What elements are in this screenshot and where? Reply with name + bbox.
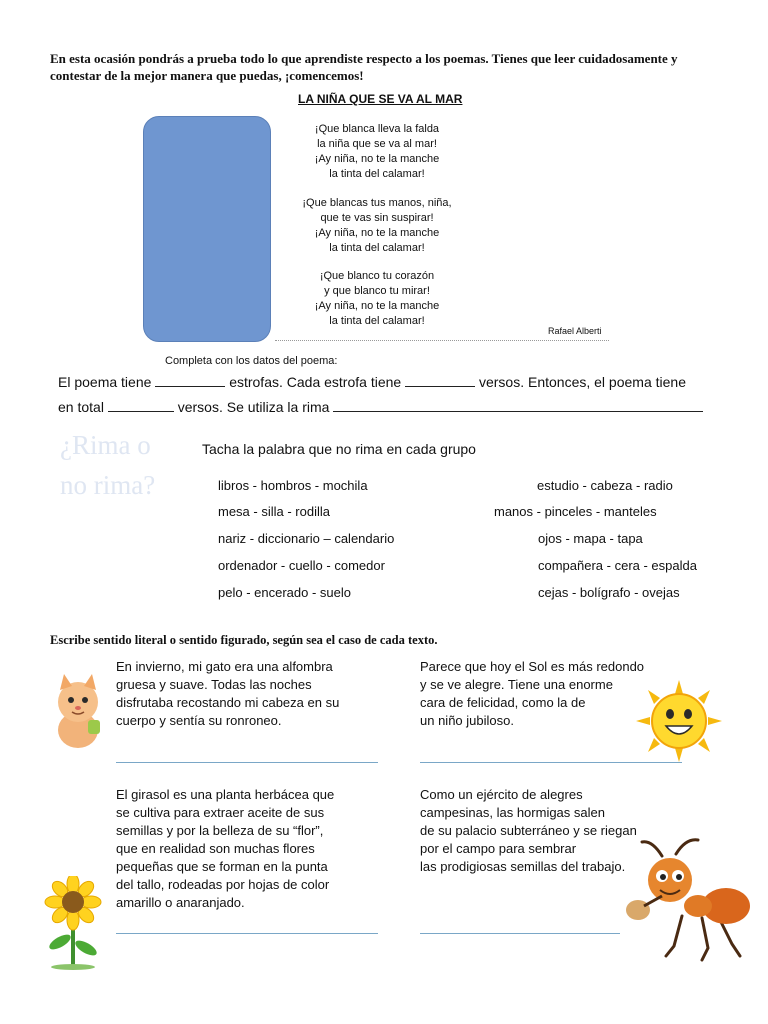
cat-illustration-icon	[48, 670, 108, 750]
poem-stanza-1	[272, 122, 482, 182]
answer-line[interactable]	[116, 933, 378, 934]
word-group[interactable]: manos - pinceles - manteles	[494, 504, 657, 519]
poem-verse: ¡Ay niña, no te la manche	[314, 153, 440, 165]
ant-illustration-icon	[622, 836, 752, 964]
blank-versos-por-estrofa[interactable]	[405, 374, 475, 387]
blank-rima[interactable]	[333, 399, 703, 412]
text-line: En invierno, mi gato era una alfombra	[116, 659, 333, 674]
fill-text: estrofas. Cada estrofa tiene	[229, 374, 402, 390]
text-girasol	[116, 786, 334, 912]
poem-stanza-2	[272, 196, 482, 256]
word-group[interactable]: estudio - cabeza - radio	[537, 478, 673, 493]
sunflower-illustration-icon	[40, 876, 106, 970]
text-line: y se ve alegre. Tiene una enorme	[420, 677, 613, 692]
fill-text: en total	[58, 399, 104, 415]
text-line: Como un ejército de alegres	[420, 787, 583, 802]
fill-text: versos. Se utiliza la rima	[177, 399, 330, 415]
poem-verse: la tinta del calamar!	[329, 315, 425, 327]
poem-verse: ¡Ay niña, no te la manche	[314, 227, 440, 239]
rima-heading	[60, 425, 155, 505]
word-group[interactable]: libros - hombros - mochila	[218, 478, 368, 493]
text-line: gruesa y suave. Todas las noches	[116, 677, 312, 692]
text-line: se cultiva para extraer aceite de sus	[116, 805, 325, 820]
sun-illustration-icon	[636, 680, 722, 762]
text-line: pequeñas que se forman en la punta	[116, 859, 328, 874]
poem-verse: ¡Que blanco tu corazón	[319, 270, 435, 282]
answer-line[interactable]	[420, 762, 682, 763]
text-line: El girasol es una planta herbácea que	[116, 787, 335, 802]
fill-text: versos. Entonces, el poema tiene	[478, 374, 686, 390]
poem-verse: ¡Ay niña, no te la manche	[314, 300, 440, 312]
poem-verse: que te vas sin suspirar!	[320, 212, 434, 224]
word-group[interactable]: compañera - cera - espalda	[538, 558, 697, 573]
text-line: cara de felicidad, como la de	[420, 695, 586, 710]
word-group[interactable]: pelo - encerado - suelo	[218, 585, 351, 600]
fill-row-2	[58, 399, 703, 415]
fill-row-1	[58, 374, 686, 390]
text-line: un niño jubiloso.	[420, 713, 514, 728]
text-sol	[420, 658, 644, 730]
text-line: cuerpo y sentía su ronroneo.	[116, 713, 282, 728]
text-hormigas	[420, 786, 637, 876]
blank-versos-total[interactable]	[108, 399, 174, 412]
text-line: las prodigiosas semillas del trabajo.	[420, 859, 626, 874]
rima-heading-line: no rima?	[60, 470, 156, 500]
text-line: campesinas, las hormigas salen	[420, 805, 605, 820]
poem-title: LA NIÑA QUE SE VA AL MAR	[298, 92, 463, 106]
poem-author: Rafael Alberti	[548, 326, 602, 336]
tacha-instruction: Tacha la palabra que no rima en cada grupo	[202, 441, 476, 457]
text-line: semillas y por la belleza de su “flor”,	[116, 823, 324, 838]
text-line: que en realidad son muchas flores	[116, 841, 315, 856]
divider	[275, 340, 609, 341]
image-placeholder	[143, 116, 271, 342]
answer-line[interactable]	[420, 933, 620, 934]
word-group[interactable]: cejas - bolígrafo - ovejas	[538, 585, 680, 600]
text-line: amarillo o anaranjado.	[116, 895, 245, 910]
poem-stanza-3	[272, 269, 482, 329]
word-group[interactable]: nariz - diccionario – calendario	[218, 531, 395, 546]
answer-line[interactable]	[116, 762, 378, 763]
rima-heading-line: ¿Rima o	[60, 430, 151, 460]
poem-verse: y que blanco tu mirar!	[324, 285, 430, 297]
blank-estrofas[interactable]	[155, 374, 225, 387]
poem-verse: ¡Que blanca lleva la falda	[314, 123, 440, 135]
word-group[interactable]: mesa - silla - rodilla	[218, 504, 330, 519]
poem-verse: la tinta del calamar!	[329, 168, 425, 180]
sentido-instruction: Escribe sentido literal o sentido figurado, según sea el caso de cada texto.	[50, 633, 438, 647]
poem-verse: la tinta del calamar!	[329, 242, 425, 254]
text-line: de su palacio subterráneo y se riegan	[420, 823, 637, 838]
text-line: Parece que hoy el Sol es más redondo	[420, 659, 645, 674]
completa-instruction: Completa con los datos del poema:	[165, 355, 338, 367]
word-group[interactable]: ojos - mapa - tapa	[538, 531, 643, 546]
word-group[interactable]: ordenador - cuello - comedor	[218, 558, 385, 573]
poem-verse: la niña que se va al mar!	[317, 138, 437, 150]
fill-text: El poema tiene	[58, 374, 152, 390]
text-line: del tallo, rodeadas por hojas de color	[116, 877, 330, 892]
text-line: disfrutaba recostando mi cabeza en su	[116, 695, 340, 710]
intro-instructions: En esta ocasión pondrás a prueba todo lo que aprendiste respecto a los poemas. Tienes que leer cuidadosamente y contestar de la mejor manera que puedas, ¡comencemos!	[50, 51, 678, 83]
poem-verse: ¡Que blancas tus manos, niña,	[302, 197, 452, 209]
text-line: por el campo para sembrar	[420, 841, 577, 856]
text-gato	[116, 658, 339, 730]
